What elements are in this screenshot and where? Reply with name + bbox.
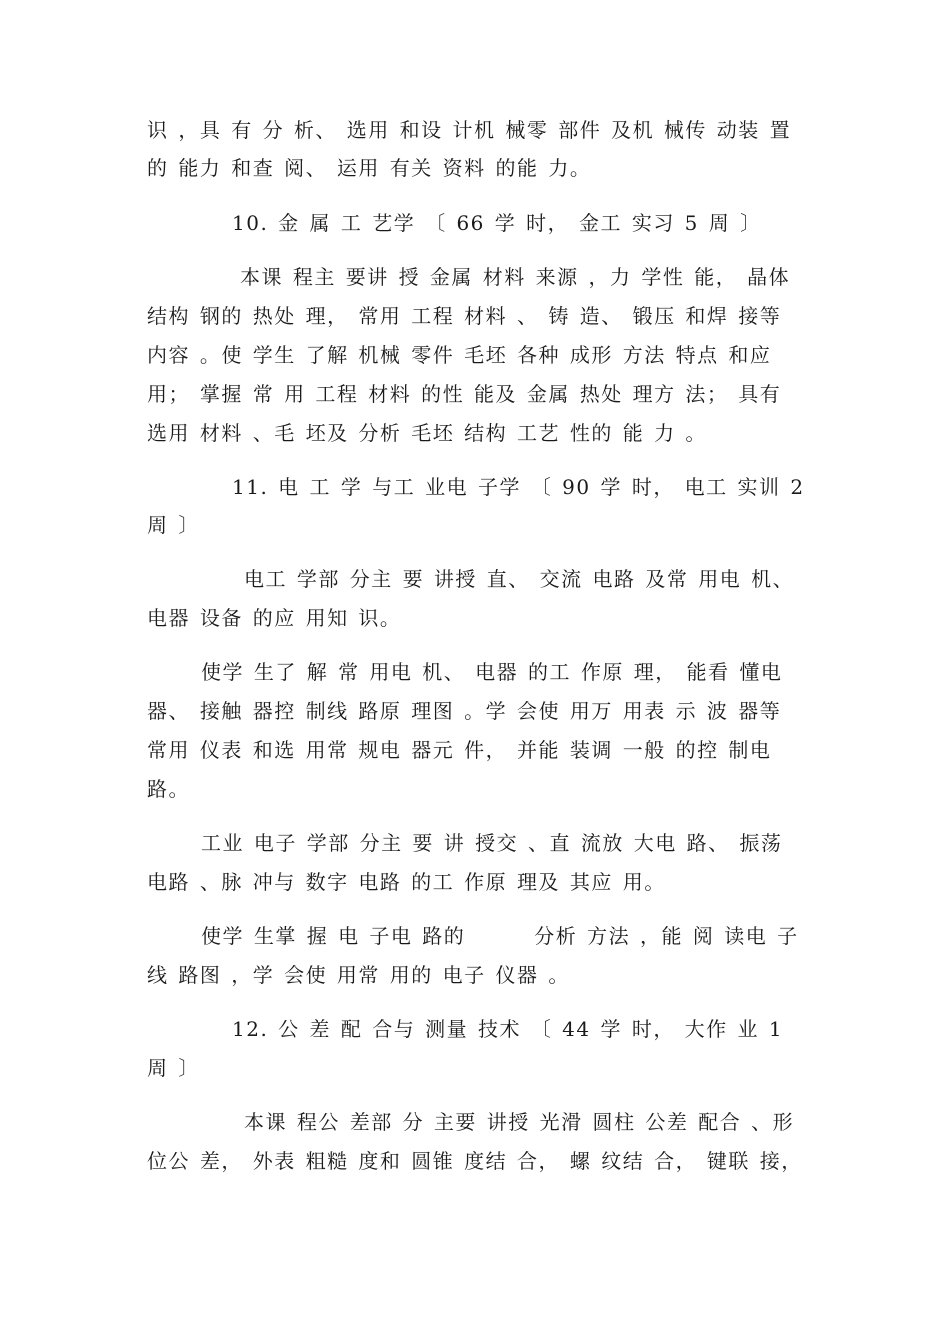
text-line: 使学 生了 解 常 用电 机、 电器 的工 作原 理， 能看 懂电 (201, 660, 783, 684)
text-line: 电工 学部 分主 要 讲授 直、 交流 电路 及常 用电 机、 (244, 567, 795, 591)
section-heading: 11. 电 工 学 与工 业电 子学 〔 90 学 时， 电工 实训 2 (232, 475, 805, 499)
text-line: 本课 程公 差部 分 主要 讲授 光滑 圆柱 公差 配合 、形 (244, 1110, 795, 1134)
text-line: 路。 (147, 777, 190, 801)
text-line: 电路 、脉 冲与 数字 电路 的工 作原 理及 其应 用。 (147, 870, 666, 894)
section-heading-continued: 周 〕 (147, 1056, 200, 1080)
text-line: 使学 生掌 握 电 子电 路的 分析 方法 ，能 阅 读电 子 (201, 924, 799, 948)
text-line: 的 能力 和查 阅、 运用 有关 资料 的能 力。 (147, 156, 592, 180)
text-line: 结构 钢的 热处 理， 常用 工程 材料 、 铸 造、 锻压 和焊 接等 (147, 304, 782, 328)
text-line: 本课 程主 要讲 授 金属 材料 来源 ，力 学性 能， 晶体 (240, 265, 791, 289)
text-line: 内容 。使 学生 了解 机械 零件 毛坯 各种 成形 方法 特点 和应 (147, 343, 772, 367)
section-heading: 10. 金 属 工 艺学 〔 66 学 时， 金工 实习 5 周 〕 (232, 211, 762, 235)
section-heading: 12. 公 差 配 合与 测量 技术 〔 44 学 时， 大作 业 1 (232, 1017, 784, 1041)
text-line: 工业 电子 学部 分主 要 讲 授交 、直 流放 大电 路、 振荡 (201, 831, 783, 855)
text-line: 位公 差， 外表 粗糙 度和 圆锥 度结 合， 螺 纹结 合， 键联 接， (147, 1149, 803, 1173)
text-line: 常用 仪表 和选 用常 规电 器元 件， 并能 装调 一般 的控 制电 (147, 738, 772, 762)
text-line: 线 路图 ，学 会使 用常 用的 电子 仪器 。 (147, 963, 570, 987)
section-heading-continued: 周 〕 (147, 513, 200, 537)
text-line: 器、 接触 器控 制线 路原 理图 。学 会使 用万 用表 示 波 器等 (147, 699, 782, 723)
text-line: 识 ，具 有 分 析、 选用 和设 计机 械零 部件 及机 械传 动装 置 (147, 118, 792, 142)
text-line: 选用 材料 、毛 坯及 分析 毛坯 结构 工艺 性的 能 力 。 (147, 421, 707, 445)
text-line: 电器 设备 的应 用知 识。 (147, 606, 402, 630)
text-line: 用； 掌握 常 用 工程 材料 的性 能及 金属 热处 理方 法； 具有 (147, 382, 782, 406)
